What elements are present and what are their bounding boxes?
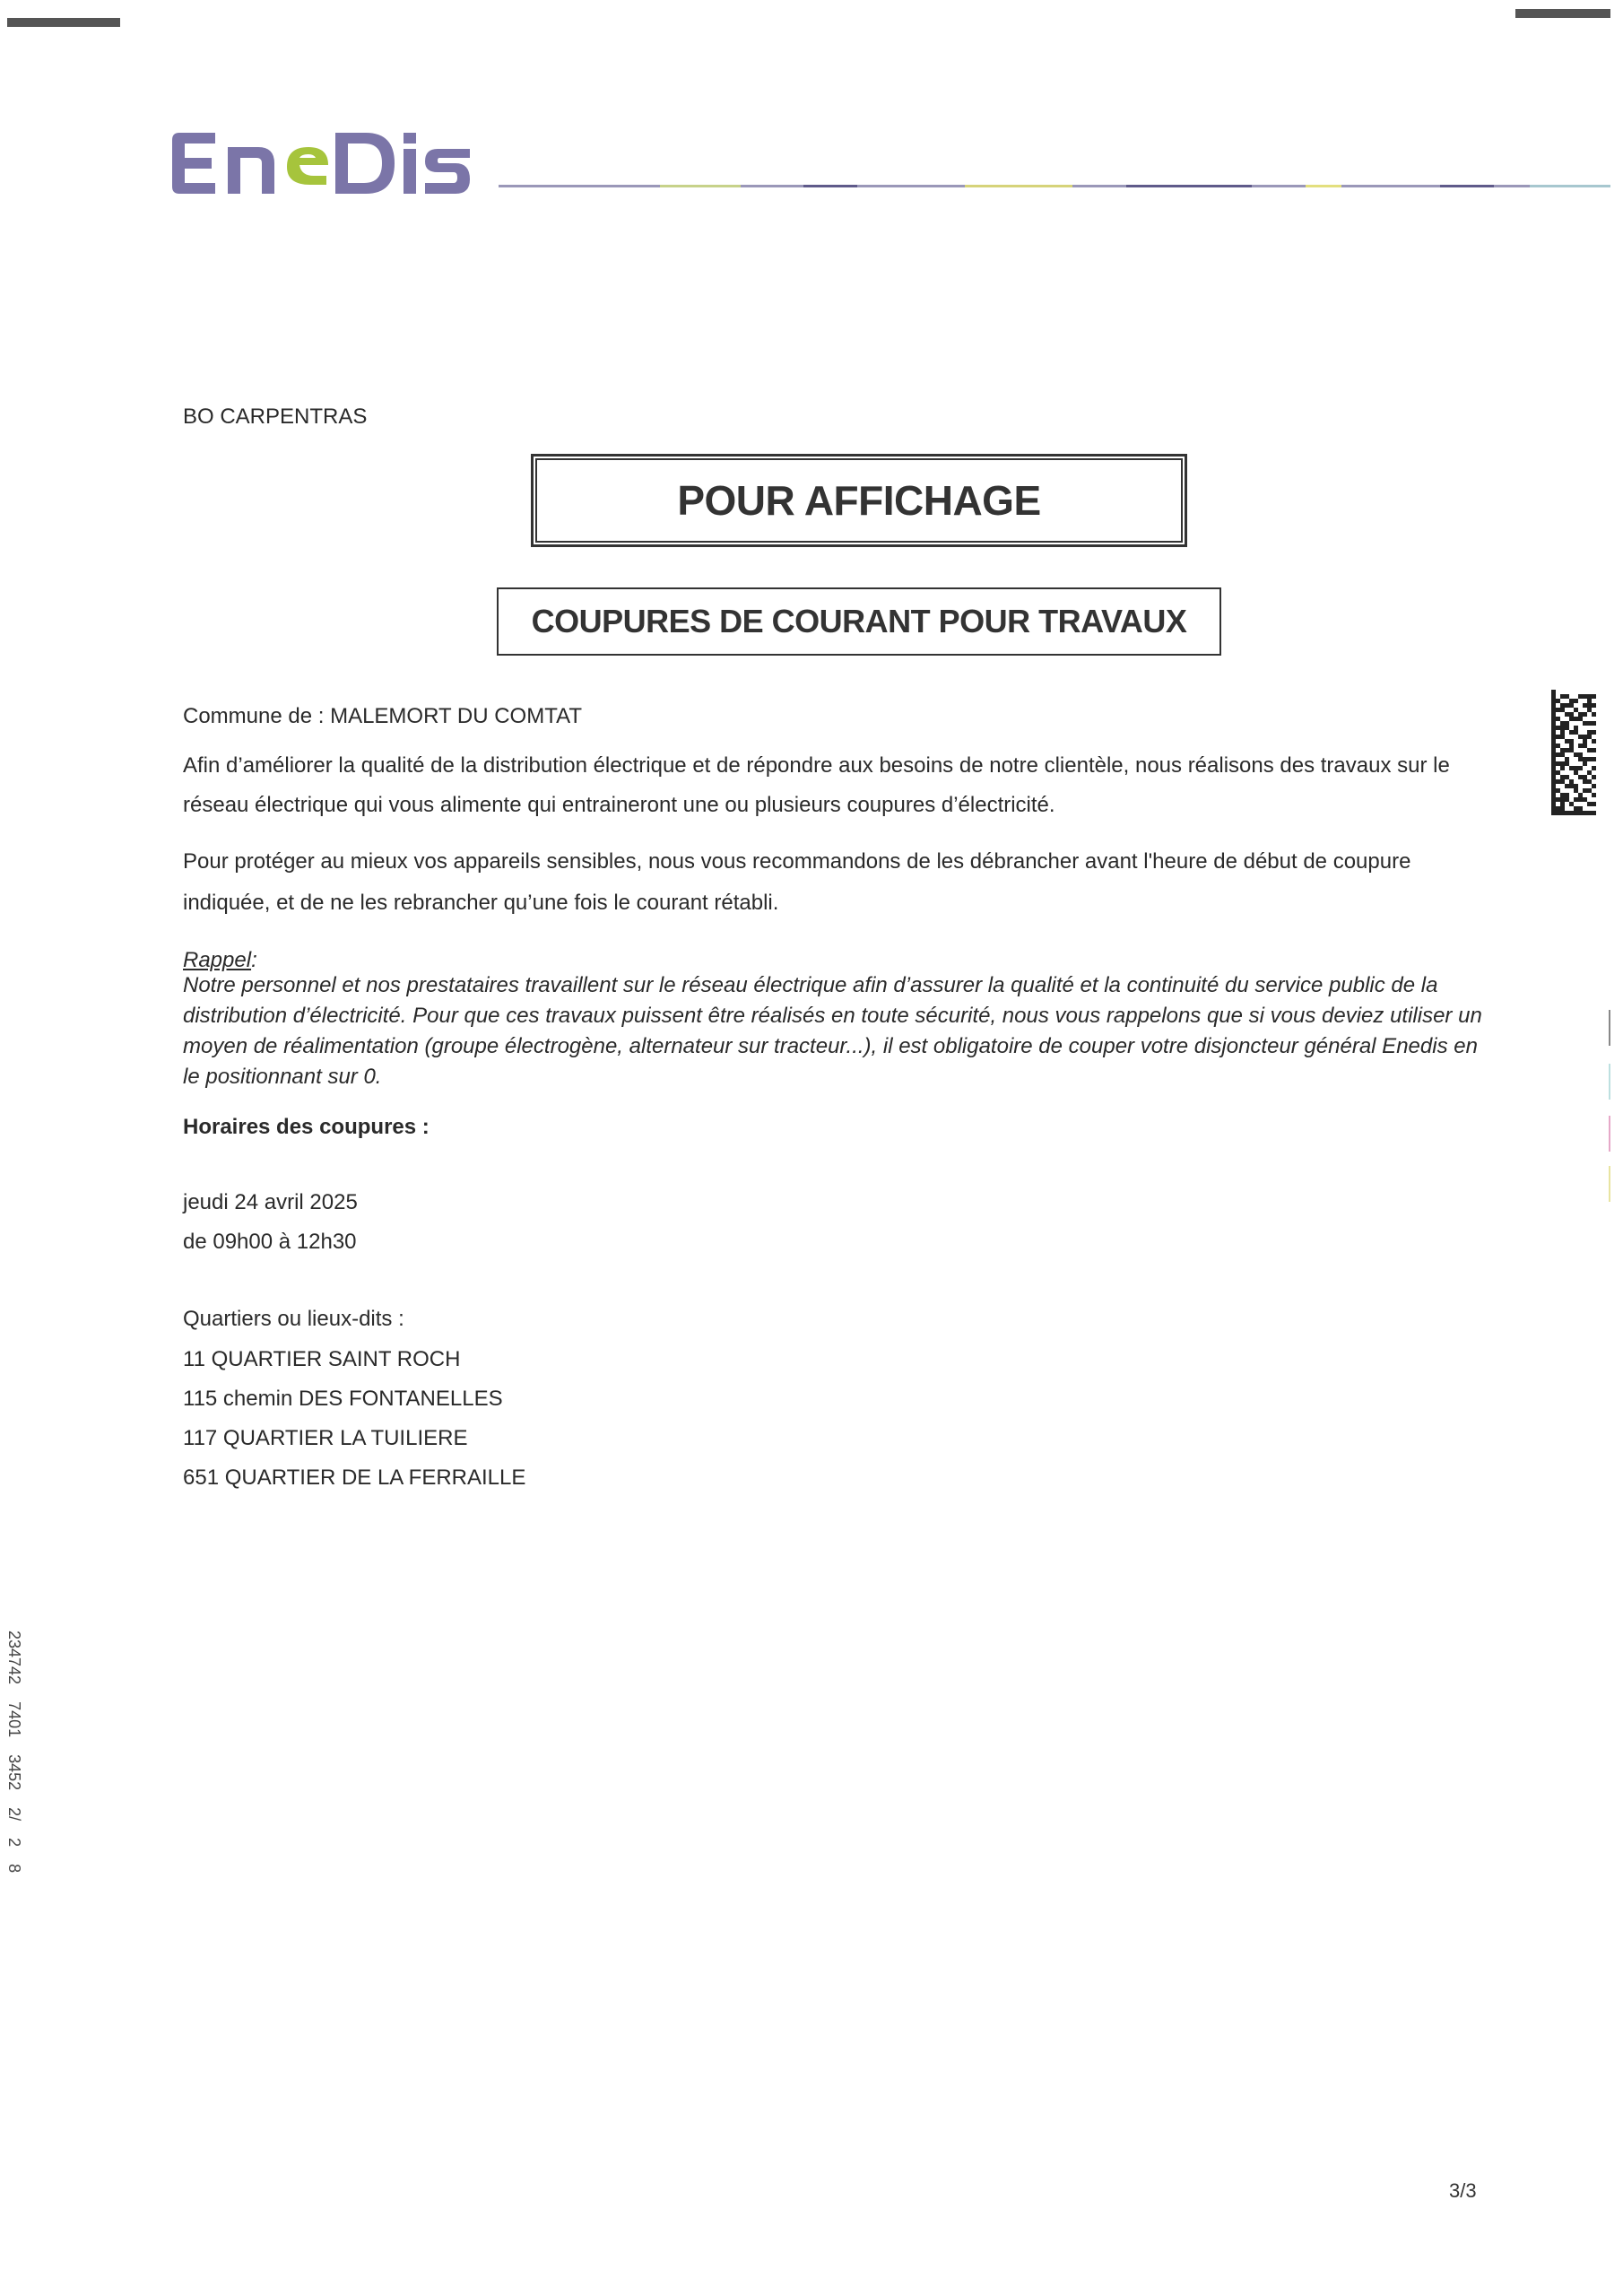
scan-mark-left — [7, 18, 120, 27]
agency-name: BO CARPENTRAS — [183, 404, 368, 429]
list-item: 117 QUARTIER LA TUILIERE — [183, 1426, 468, 1450]
header-rule — [499, 185, 1610, 187]
title-box — [531, 454, 1187, 547]
rappel-paragraph: Notre personnel et nos prestataires travaillent sur le réseau électrique afin d’assurer la qualité et la continuité du service public de la distribution d’électricité. Pour que ces travaux puissent être réalisés en toute sécurité, nous vous rappelons que si vous deviez utiliser un moyen de réalimentation (groupe électrogène, alternateur sur tracteur...), il est obligatoire de couper votre disjoncteur général Enedis en le positionnant sur 0. — [183, 973, 1482, 1089]
edge-mark — [1609, 1166, 1610, 1202]
protection-paragraph: Pour protéger au mieux vos appareils sensibles, nous vous recommandons de les débrancher avant l'heure de début de coupure indiquée, et de ne les rebrancher qu’une fois le courant rétabli. — [183, 849, 1411, 915]
outage-time: de 09h00 à 12h30 — [183, 1230, 357, 1254]
edge-mark — [1609, 1064, 1610, 1100]
page-number: 3/3 — [1449, 2179, 1477, 2202]
datamatrix-code — [1551, 689, 1596, 816]
list-item: 11 QUARTIER SAINT ROCH — [183, 1347, 461, 1371]
lieux-list — [183, 1340, 525, 1498]
list-item: 651 QUARTIER DE LA FERRAILLE — [183, 1465, 526, 1490]
subtitle-box-text: COUPURES DE COURANT POUR TRAVAUX — [531, 603, 1187, 639]
scan-mark-right — [1515, 9, 1610, 18]
horaires-heading: Horaires des coupures : — [183, 1115, 430, 1139]
subtitle-box — [497, 587, 1221, 656]
commune-line: Commune de : MALEMORT DU COMTAT — [183, 704, 582, 728]
intro-paragraph: Afin d’améliorer la qualité de la distribution électrique et de répondre aux besoins de notre clientèle, nous réalisons des travaux sur le réseau électrique qui vous alimente qui entraineront une ou plusieurs coupures d’électricité. — [183, 753, 1450, 817]
edge-mark — [1609, 1116, 1610, 1152]
rappel-heading-colon: : — [251, 948, 257, 972]
side-reference-code: 234742 7401 3452 2/ 2 8 — [5, 1631, 23, 1874]
edge-mark — [1609, 1010, 1610, 1046]
title-box-text: POUR AFFICHAGE — [677, 477, 1041, 524]
outage-date: jeudi 24 avril 2025 — [183, 1190, 358, 1214]
list-item: 115 chemin DES FONTANELLES — [183, 1387, 503, 1411]
enedis-logo — [169, 127, 473, 208]
quartiers-heading: Quartiers ou lieux-dits : — [183, 1307, 404, 1331]
rappel-heading-text: Rappel — [183, 948, 252, 972]
